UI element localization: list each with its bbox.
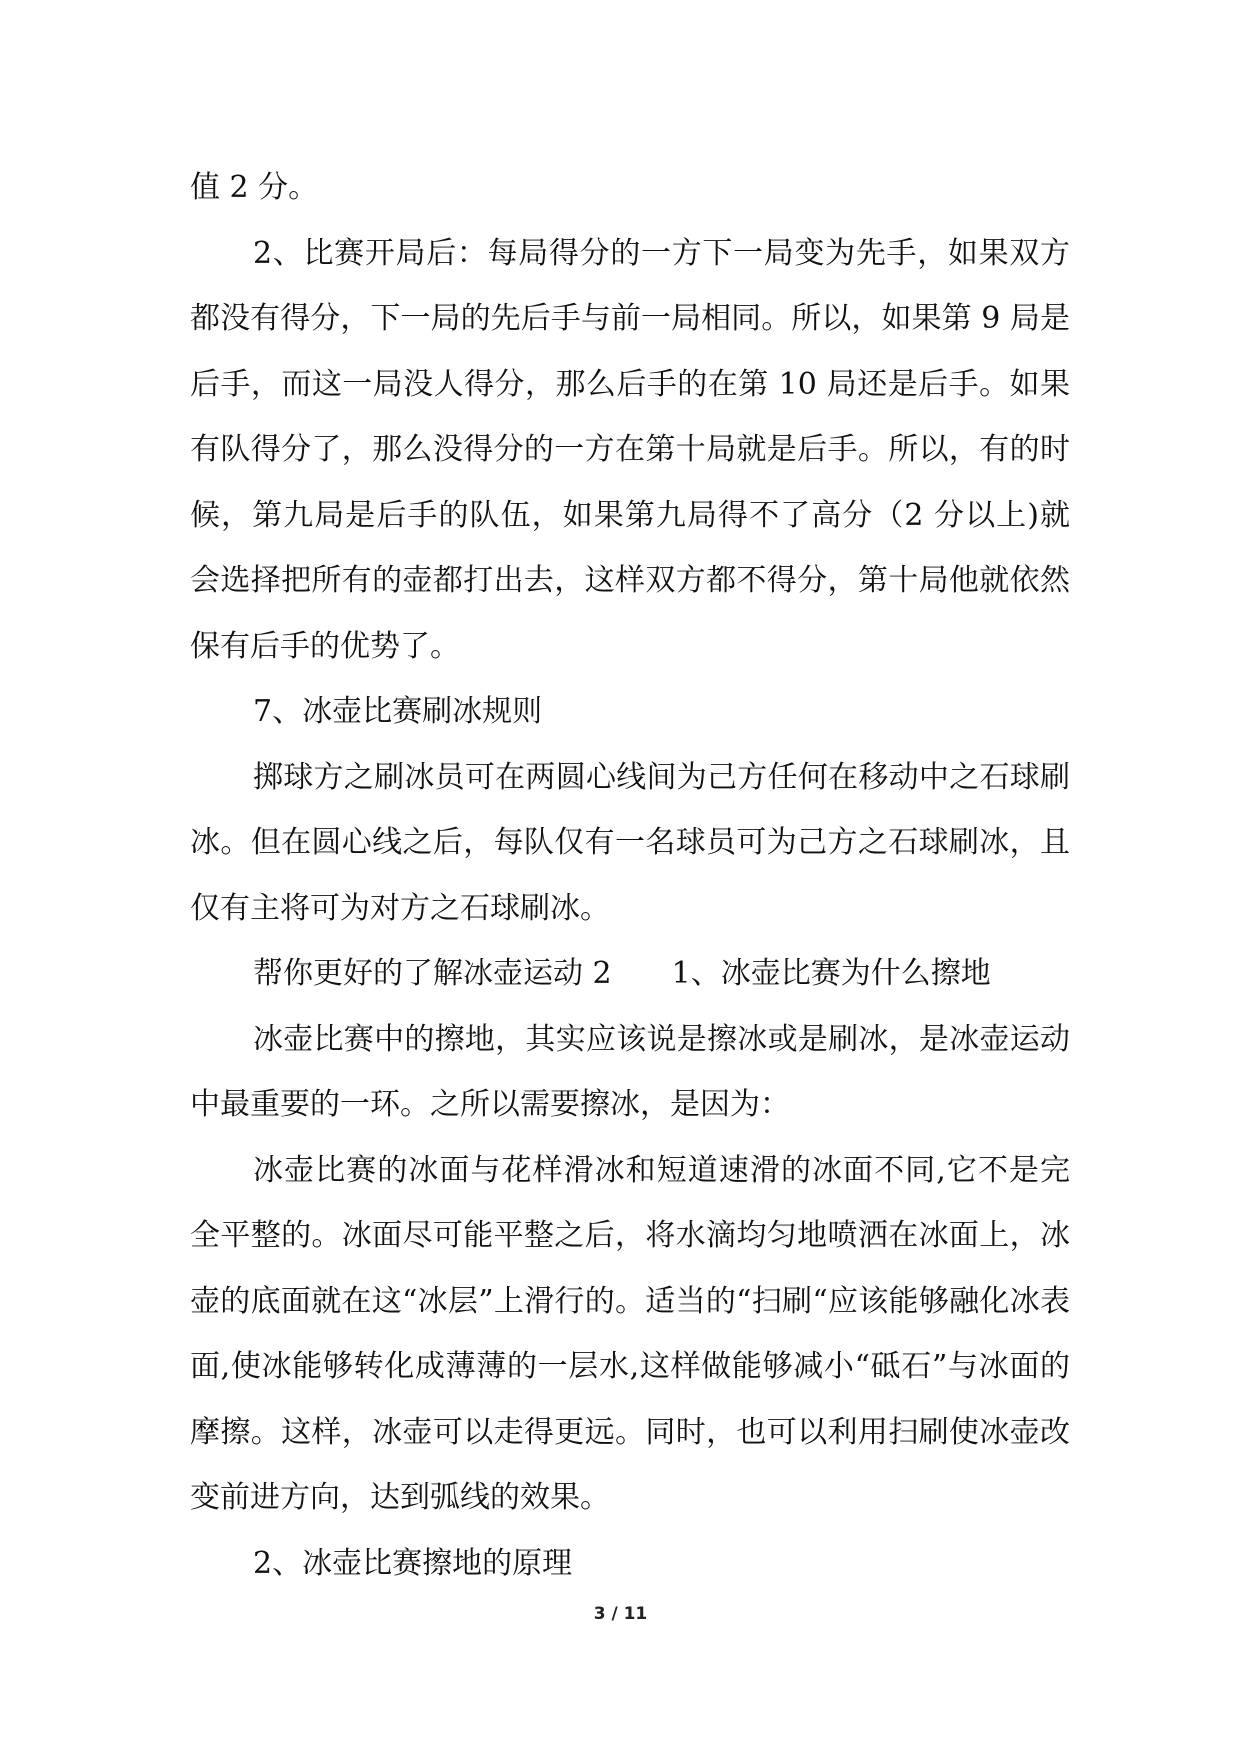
heading-sweep-principle: 2、冰壶比赛擦地的原理 — [253, 1545, 573, 1581]
heading-why-sweep: 帮你更好的了解冰壶运动 2 1、冰壶比赛为什么擦地 — [253, 956, 991, 991]
paragraph-why-sweep: 冰壶比赛中的擦地，其实应该说是擦冰或是刷冰，是冰壶运动中最重要的一环。之所以需要擦冰，是因为： — [190, 1021, 1070, 1122]
paragraph-ice-surface: 冰壶比赛的冰面与花样滑冰和短道速滑的冰面不同,它不是完全平整的。冰面尽可能平整之后，将水滴均匀地喷洒在冰面上，冰壶的底面就在这“冰层”上滑行的。适当的“扫刷“应该能够融化冰表面,使冰能够转化成薄薄的一层水,这样做能够减小“砥石”与冰面的摩擦。这样，冰壶可以走得更远。同时，也可以利用扫刷使冰壶改变前进方向，达到弧线的效果。 — [190, 1152, 1070, 1515]
paragraph-first-hand-rule: 2、比赛开局后：每局得分的一方下一局变为先手，如果双方都没有得分，下一局的先后手与前一局相同。所以，如果第 9 局是后手，而这一局没人得分，那么后手的在第 10 局还是后手。如果有队得分了，那么没得分的一方在第十局就是后手。所以，有的时候，第九局是后手的队伍，如果第九局得不了高分（2 分以上)就会选择把所有的壶都打出去，这样双方都不得分，第十局他就依然保有后手的优势了。 — [190, 235, 1070, 664]
paragraph-sweeping-rules: 掷球方之刷冰员可在两圆心线间为己方任何在移动中之石球刷冰。但在圆心线之后，每队仅有一名球员可为己方之石球刷冰，且仅有主将可为对方之石球刷冰。 — [190, 759, 1070, 926]
paragraph-score-value: 值 2 分。 — [190, 170, 319, 205]
document-body — [190, 155, 1070, 1596]
page-number: 3 / 11 — [593, 1604, 648, 1624]
heading-sweeping-rules: 7、冰壶比赛刷冰规则 — [253, 694, 543, 729]
